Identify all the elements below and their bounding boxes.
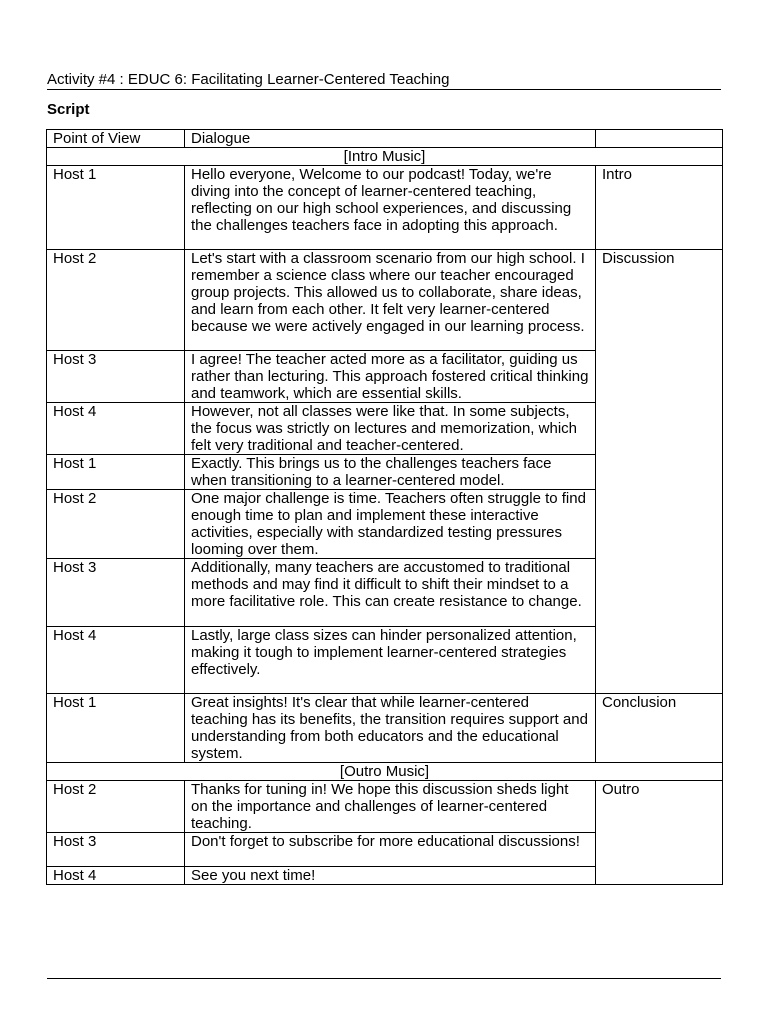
section-cell: Intro [596,166,723,250]
table-row [47,781,723,833]
table-row [47,250,723,351]
dialogue-cell: Don't forget to subscribe for more educational discussions! [185,833,596,867]
speaker-cell: Host 1 [47,455,185,490]
section-cell: Discussion [596,250,723,694]
document-header: Activity #4 : EDUC 6: Facilitating Learner-Centered Teaching [47,70,721,90]
music-row [47,148,723,166]
dialogue-cell: Lastly, large class sizes can hinder personalized attention, making it tough to implement learner-centered strategies effectively. [185,627,596,694]
dialogue-cell: I agree! The teacher acted more as a facilitator, guiding us rather than lecturing. This approach fostered critical thinking and teamwork, which are essential skills. [185,351,596,403]
dialogue-cell: Exactly. This brings us to the challenges teachers face when transitioning to a learner-centered model. [185,455,596,490]
dialogue-cell: See you next time! [185,867,596,885]
dialogue-cell: One major challenge is time. Teachers often struggle to find enough time to plan and implement these interactive activities, especially with standardized testing pressures looming over them. [185,490,596,559]
speaker-cell: Host 1 [47,694,185,763]
speaker-cell: Host 2 [47,781,185,833]
section-title: Script [47,101,90,118]
script-table [46,129,723,885]
column-header-section [596,130,723,148]
dialogue-cell: Thanks for tuning in! We hope this discussion sheds light on the importance and challenges of learner-centered teaching. [185,781,596,833]
column-header-dialogue: Dialogue [185,130,596,148]
speaker-cell: Host 4 [47,403,185,455]
section-cell: Conclusion [596,694,723,763]
speaker-cell: Host 3 [47,351,185,403]
dialogue-cell: Additionally, many teachers are accustomed to traditional methods and may find it difficult to shift their mindset to a more facilitative role. This can create resistance to change. [185,559,596,627]
section-cell: Outro [596,781,723,885]
music-cue: [Outro Music] [47,763,723,781]
table-header-row [47,130,723,148]
dialogue-cell: Let's start with a classroom scenario from our high school. I remember a science class where our teacher encouraged group projects. This allowed us to collaborate, share ideas, and learn from each other. It felt very learner-centered because we were actively engaged in our learning process. [185,250,596,351]
speaker-cell: Host 2 [47,250,185,351]
speaker-cell: Host 1 [47,166,185,250]
table-row [47,166,723,250]
music-row [47,763,723,781]
column-header-point-of-view: Point of View [47,130,185,148]
dialogue-cell: However, not all classes were like that. In some subjects, the focus was strictly on lectures and memorization, which felt very traditional and teacher-centered. [185,403,596,455]
speaker-cell: Host 4 [47,627,185,694]
music-cue: [Intro Music] [47,148,723,166]
dialogue-cell: Great insights! It's clear that while learner-centered teaching has its benefits, the transition requires support and understanding from both educators and the educational system. [185,694,596,763]
speaker-cell: Host 2 [47,490,185,559]
speaker-cell: Host 4 [47,867,185,885]
table-row [47,694,723,763]
speaker-cell: Host 3 [47,559,185,627]
footer-rule [47,978,721,979]
speaker-cell: Host 3 [47,833,185,867]
dialogue-cell: Hello everyone, Welcome to our podcast! Today, we're diving into the concept of learner-centered teaching, reflecting on our high school experiences, and discussing the challenges teachers face in adopting this approach. [185,166,596,250]
